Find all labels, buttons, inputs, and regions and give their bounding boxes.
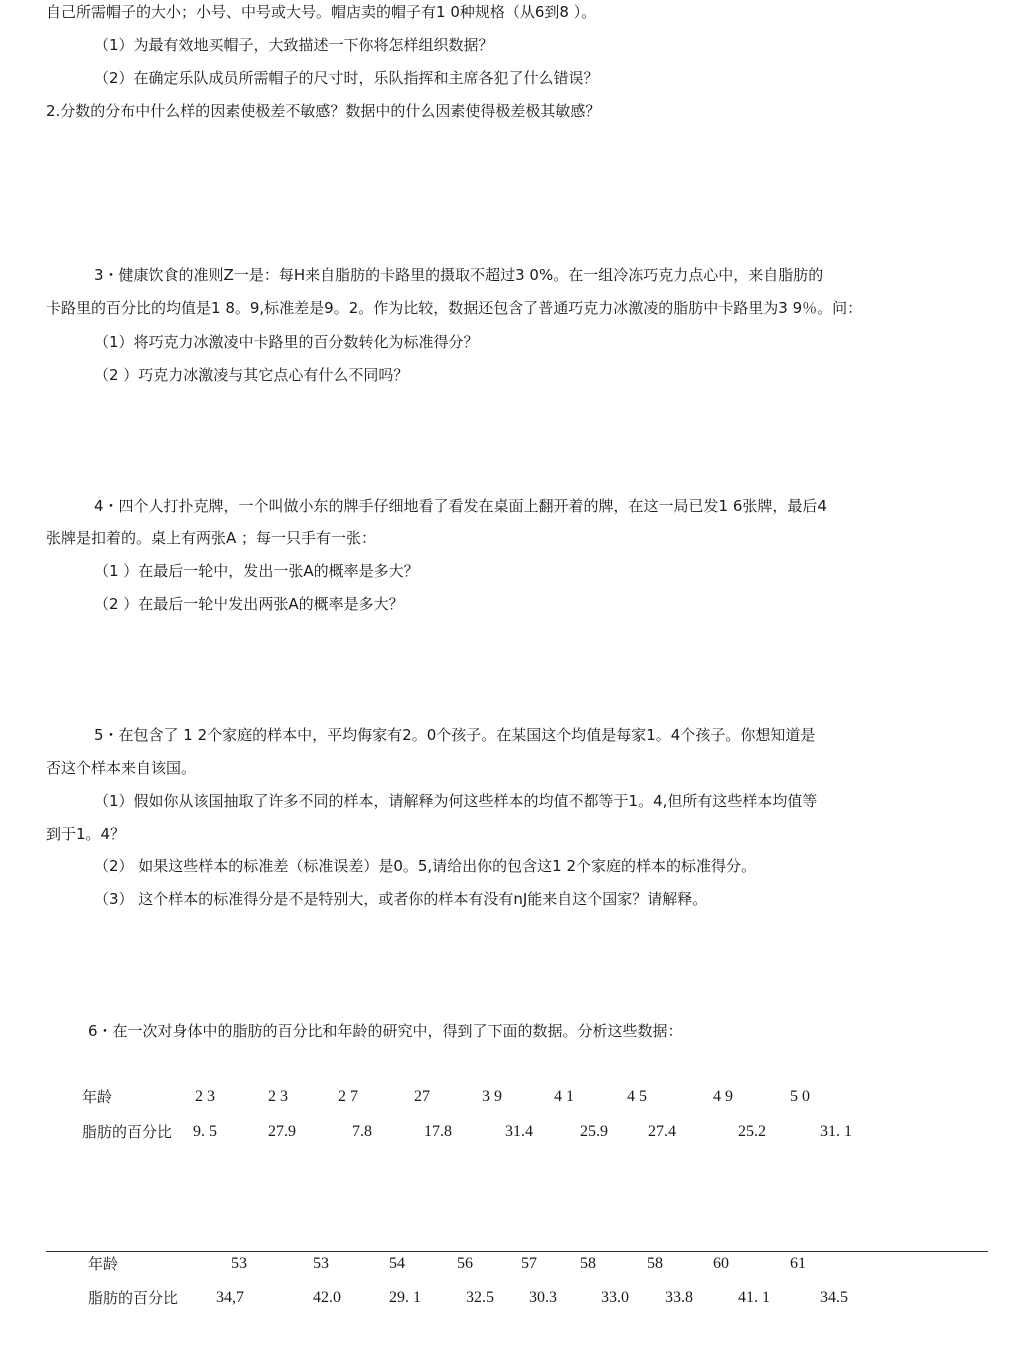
table-cell-age: 57	[521, 1255, 537, 1272]
table-cell-age: 5 0	[790, 1088, 810, 1105]
table-cell-fat: 33.0	[601, 1289, 629, 1306]
table-cell-age: 61	[790, 1255, 806, 1272]
text-line: 4・四个人打扑克牌，一个叫做小东的牌手仔细地看了看发在桌面上翻开着的牌，在这一局已发1 6张牌，最后4	[94, 497, 827, 515]
text-line: （3） 这个样本的标准得分是不是特别大，或者你的样本有没有nJ能来自这个国家？请解释。	[94, 890, 708, 908]
text-line: 到于1。4？	[46, 825, 126, 843]
table-cell-fat: 9. 5	[193, 1123, 217, 1140]
table-cell-fat: 7.8	[352, 1123, 372, 1140]
table-cell-fat: 17.8	[424, 1123, 452, 1140]
table-cell-fat: 31. 1	[820, 1123, 852, 1140]
table-cell-age: 2 7	[338, 1088, 358, 1105]
table-cell-fat: 27.4	[648, 1123, 676, 1140]
text-line: 2.分数的分布中什么样的因素使极差不敏感？数据中的什么因素使得极差极其敏感？	[46, 102, 601, 120]
table-cell-age: 4 1	[554, 1088, 574, 1105]
table-cell-fat: 25.2	[738, 1123, 766, 1140]
table-cell-age: 58	[580, 1255, 596, 1272]
text-line: （2）在确定乐队成员所需帽子的尺寸时，乐队指挥和主席各犯了什么错误？	[94, 69, 599, 87]
table-cell-age: 53	[313, 1255, 329, 1272]
table-cell-fat: 41. 1	[738, 1289, 770, 1306]
table-cell-age: 2 3	[268, 1088, 288, 1105]
table-cell-age: 54	[389, 1255, 405, 1272]
text-line: （1）为最有效地买帽子，大致描述一下你将怎样组织数据？	[94, 36, 494, 54]
table-cell-fat: 32.5	[466, 1289, 494, 1306]
table-row-label-fat: 脂肪的百分比	[88, 1289, 179, 1307]
table-cell-age: 4 9	[713, 1088, 733, 1105]
table-cell-age: 27	[414, 1088, 430, 1105]
text-line: 卡路里的百分比的均值是1 8。9,标准差是9。2。作为比较，数据还包含了普通巧克力冰激凌的脂肪中卡路里为3 9％。问：	[46, 299, 863, 317]
page-divider	[46, 1251, 988, 1252]
text-line: （2） 如果这些样本的标准差（标准误差）是0。5,请给出你的包含这1 2个家庭的样本的标准得分。	[94, 857, 757, 875]
table-cell-age: 53	[231, 1255, 247, 1272]
table-cell-fat: 27.9	[268, 1123, 296, 1140]
text-line: 自己所需帽子的大小；小号、中号或大号。帽店卖的帽子有1 0种规格（从6到8 ）。	[46, 3, 597, 21]
text-line: 否这个样本来自该国。	[46, 759, 197, 777]
text-line: （1）假如你从该国抽取了许多不同的样本，请解释为何这些样本的均值不都等于1。4,但所有这些样本均值等	[94, 792, 818, 810]
table-cell-age: 60	[713, 1255, 729, 1272]
text-line: 3・健康饮食的准则Z一是：每H来自脂肪的卡路里的摄取不超过3 0%。在一组冷冻巧克力点心中，来自脂肪的	[94, 266, 824, 284]
table-cell-fat: 33.8	[665, 1289, 693, 1306]
table-cell-fat: 31.4	[505, 1123, 533, 1140]
text-line: （2 ）巧克力冰激凌与其它点心有什么不同吗？	[94, 366, 409, 384]
table-cell-fat: 25.9	[580, 1123, 608, 1140]
table-cell-fat: 34,7	[216, 1289, 244, 1306]
table-row-label-age: 年龄	[88, 1255, 119, 1273]
text-line: （1 ）在最后一轮中，发出一张A的概率是多大？	[94, 562, 419, 580]
table-cell-age: 2 3	[195, 1088, 215, 1105]
text-line: 6・在一次对身体中的脂肪的百分比和年龄的研究中，得到了下面的数据。分析这些数据：	[88, 1022, 683, 1040]
table-cell-fat: 30.3	[529, 1289, 557, 1306]
table-row-label-age: 年龄	[82, 1088, 113, 1106]
table-cell-age: 4 5	[627, 1088, 647, 1105]
text-line: 张牌是扣着的。桌上有两张A ；每一只手有一张：	[46, 529, 377, 547]
table-cell-age: 56	[457, 1255, 473, 1272]
text-line: 5・在包含了 1 2个家庭的样本中，平均侮家有2。0个孩子。在某国这个均值是每家1。4个孩子。你想知道是	[94, 726, 816, 744]
table-cell-fat: 42.0	[313, 1289, 341, 1306]
table-cell-fat: 34.5	[820, 1289, 848, 1306]
table-cell-age: 58	[647, 1255, 663, 1272]
table-cell-age: 3 9	[482, 1088, 502, 1105]
text-line: （2 ）在最后一轮屮发出两张A的概率是多大？	[94, 595, 404, 613]
table-cell-fat: 29. 1	[389, 1289, 421, 1306]
text-line: （1）将巧克力冰激凌中卡路里的百分数转化为标准得分？	[94, 333, 479, 351]
table-row-label-fat: 脂肪的百分比	[82, 1123, 173, 1141]
